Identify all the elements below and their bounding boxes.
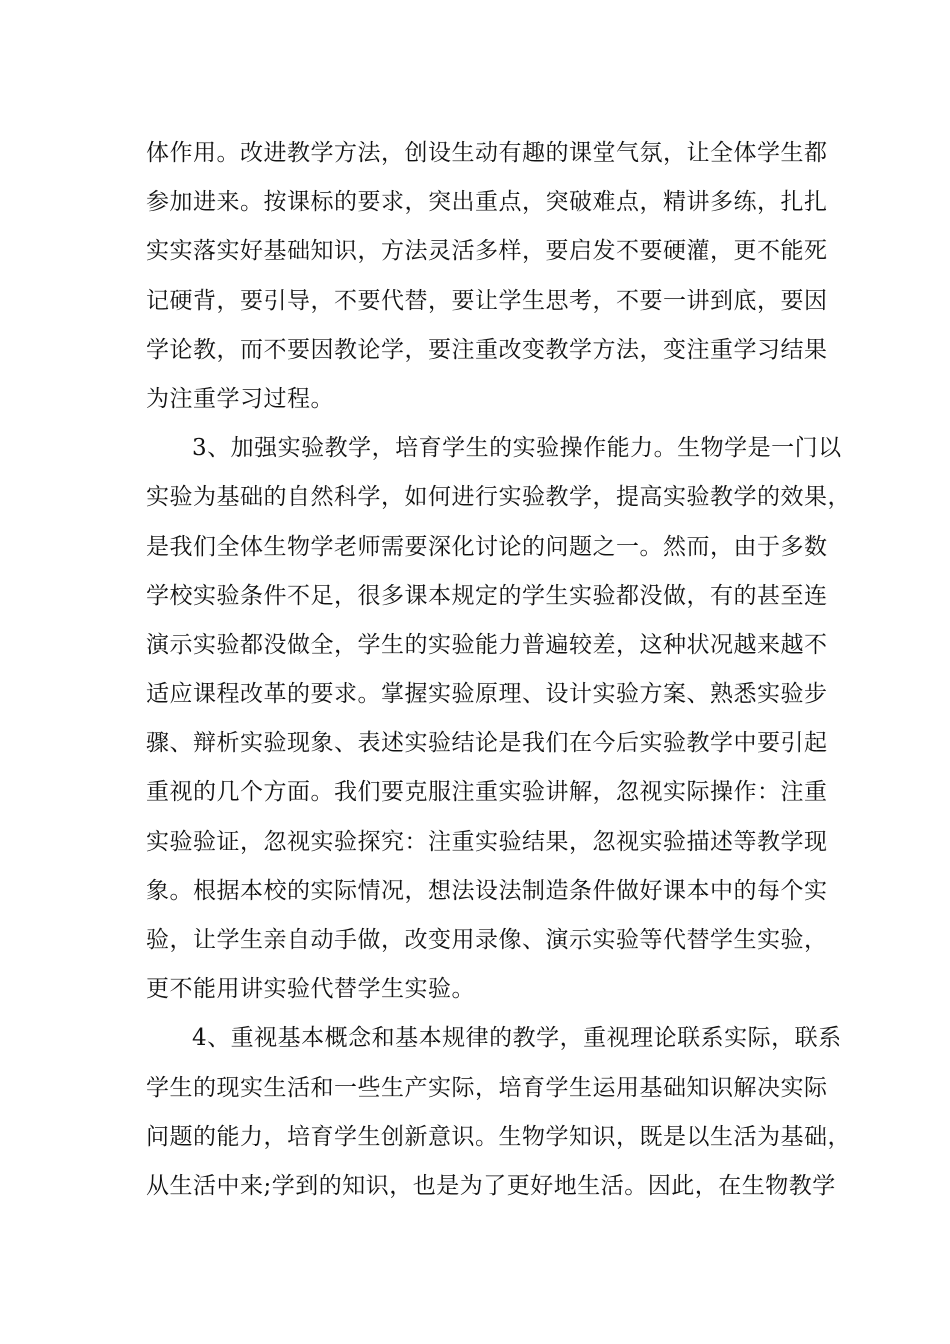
text-line: 为注重学习过程。 [146,385,334,412]
text-line: 象。根据本校的实际情况，想法设法制造条件做好课本中的每个实 [146,877,828,904]
text-line: 学校实验条件不足，很多课本规定的学生实验都没做，有的甚至连 [146,582,828,609]
text-line: 参加进来。按课标的要求，突出重点，突破难点，精讲多练，扎扎 [146,189,828,216]
text-line: 更不能用讲实验代替学生实验。 [146,976,475,1003]
text-line: 实验为基础的自然科学，如何进行实验教学，提高实验教学的效果， [146,484,851,511]
text-line: 骤、辩析实验现象、表述实验结论是我们在今后实验教学中要引起 [146,730,828,757]
text-line: 演示实验都没做全，学生的实验能力普遍较差，这种状况越来越不 [146,631,828,658]
text-line: 学论教，而不要因教论学，要注重改变教学方法，变注重学习结果 [146,336,828,363]
text-line: 问题的能力，培育学生创新意识。生物学知识，既是以生活为基础， [146,1123,851,1150]
text-line: 记硬背，要引导，不要代替，要让学生思考，不要一讲到底，要因 [146,287,828,314]
text-line: 实实落实好基础知识，方法灵活多样，要启发不要硬灌，更不能死 [146,238,828,265]
text-line: 学生的现实生活和一些生产实际，培育学生运用基础知识解决实际 [146,1074,828,1101]
text-line: 体作用。改进教学方法，创设生动有趣的课堂气氛，让全体学生都 [146,140,828,166]
document-body-text [146,129,851,1211]
text-line: 实验验证，忽视实验探究：注重实验结果，忽视实验描述等教学现 [146,828,828,855]
text-line: 3、加强实验教学，培育学生的实验操作能力。生物学是一门以 [192,435,842,462]
text-line: 重视的几个方面。我们要克服注重实验讲解，忽视实际操作：注重 [146,779,828,806]
text-line: 验，让学生亲自动手做，改变用录像、演示实验等代替学生实验， [146,927,828,953]
text-line: 是我们全体生物学老师需要深化讨论的问题之一。然而，由于多数 [146,533,828,560]
text-line: 4、重视基本概念和基本规律的教学，重视理论联系实际，联系 [192,1025,842,1052]
text-line: 适应课程改革的要求。掌握实验原理、设计实验方案、熟悉实验步 [146,681,828,708]
text-line: 从生活中来;学到的知识，也是为了更好地生活。因此，在生物教学 [146,1172,836,1199]
